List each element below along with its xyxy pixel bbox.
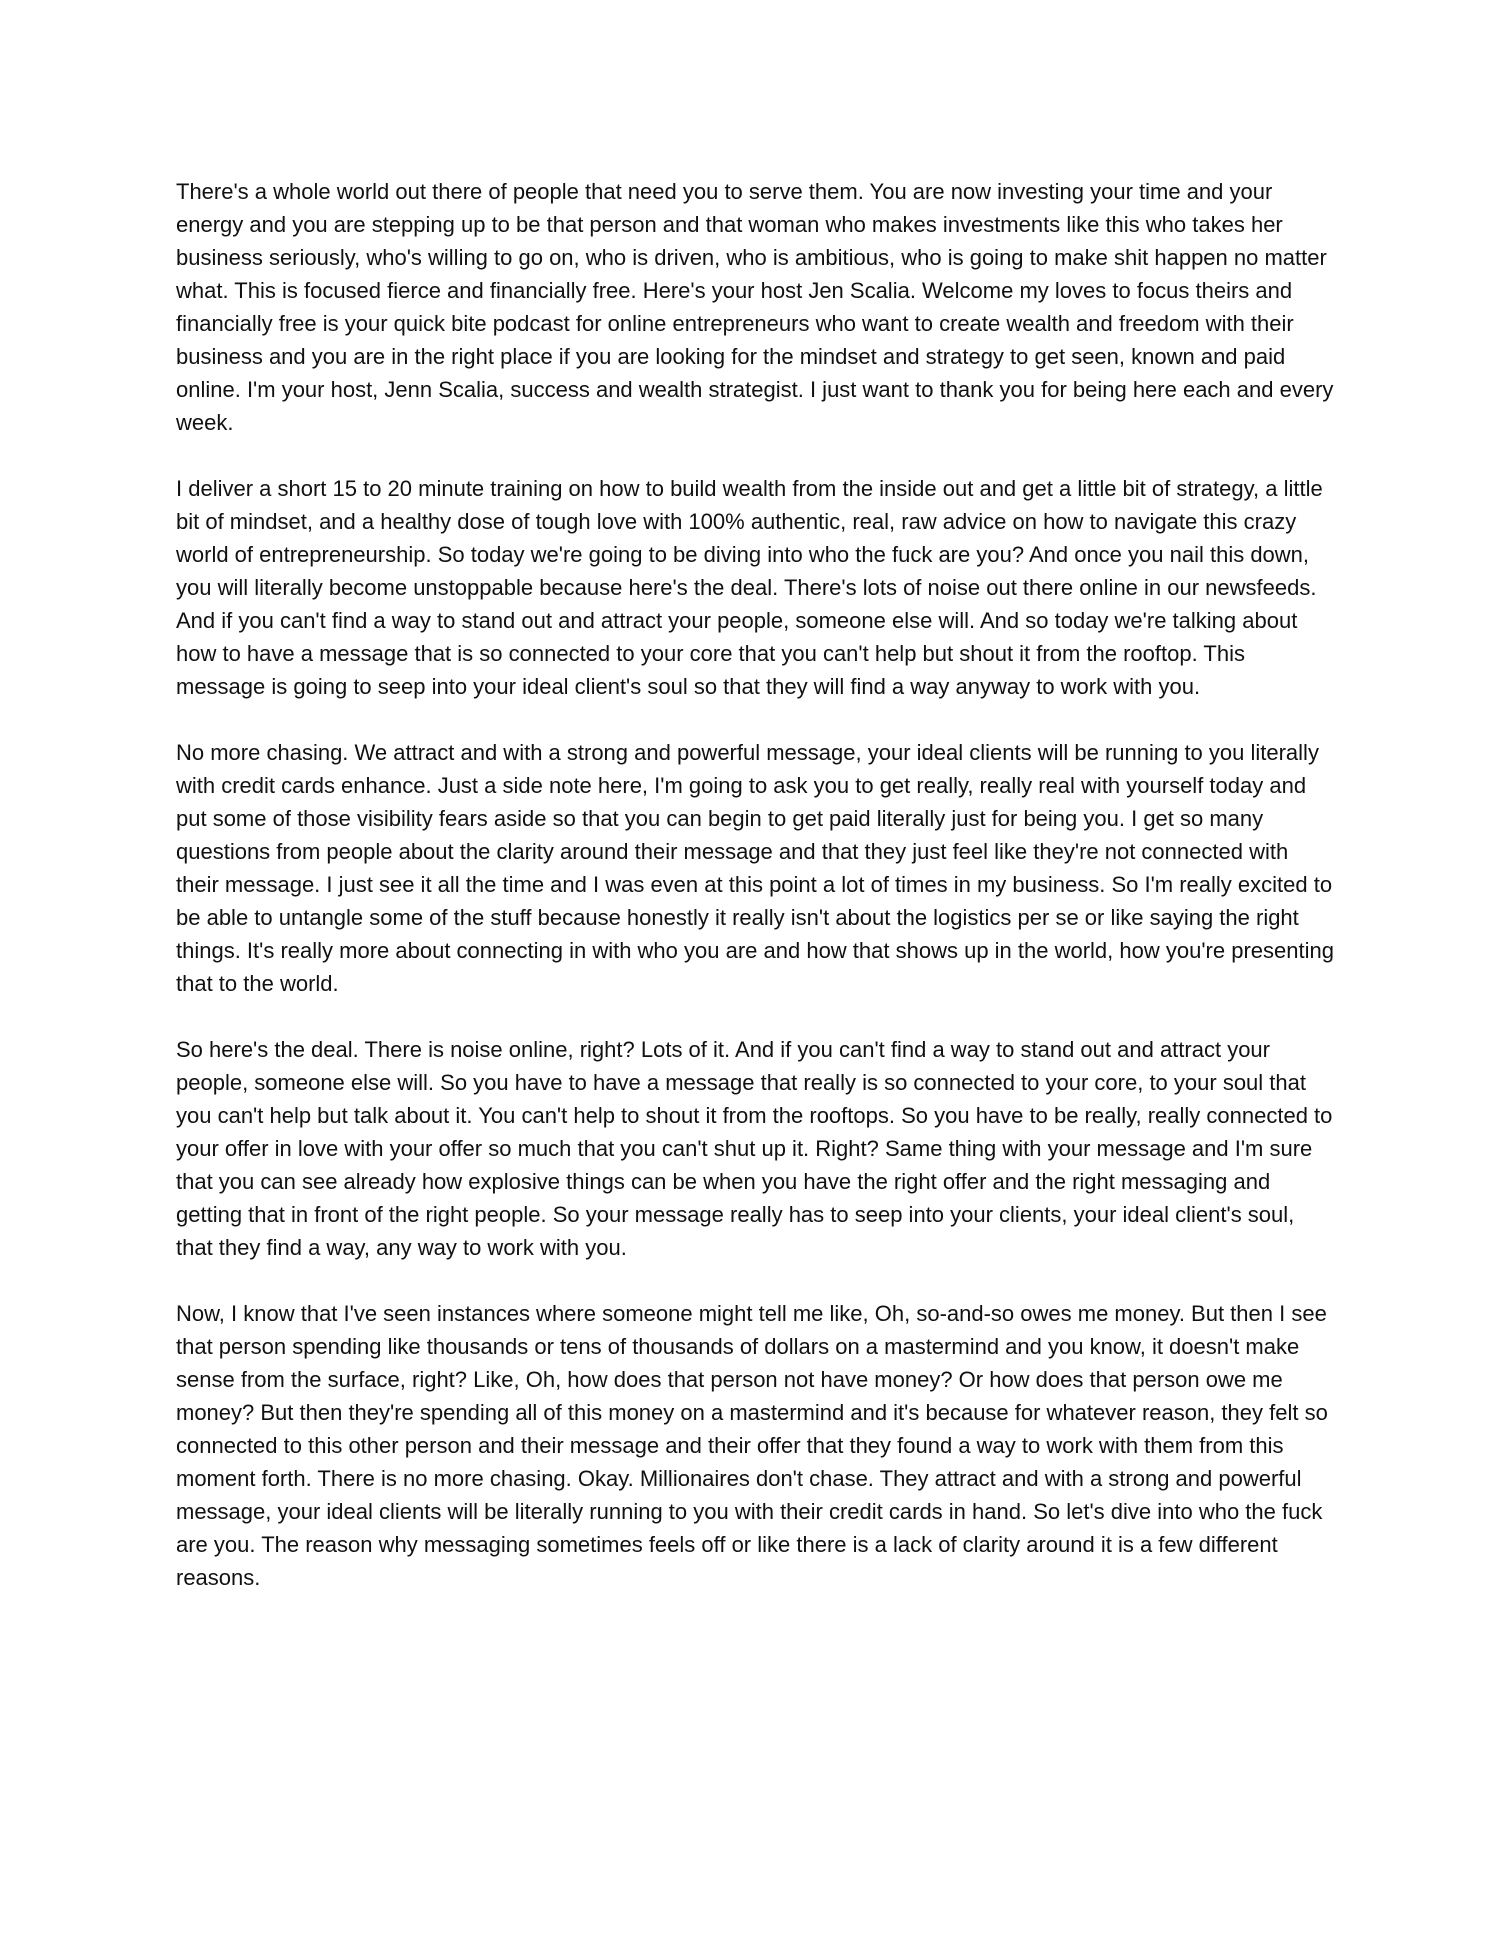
paragraph-1: There's a whole world out there of people that need you to serve them. You are now investing your time and your energy and you are stepping up to be that person and that woman who makes investments like this who takes her business seriously, who's willing to go on, who is driven, who is ambitious, who is going to make shit happen no matter what. This is focused fierce and financially free. Here's your host Jen Scalia. Welcome my loves to focus theirs and financially free is your quick bite podcast for online entrepreneurs who want to create wealth and freedom with their business and you are in the right place if you are looking for the mindset and strategy to get seen, known and paid online. I'm your host, Jenn Scalia, success and wealth strategist. I just want to thank you for being here each and every week. (176, 179, 1334, 435)
paragraph-3: No more chasing. We attract and with a strong and powerful message, your ideal clients will be running to you literally with credit cards enhance. Just a side note here, I'm going to ask you to get really, really real with yourself today and put some of those visibility fears aside so that you can begin to get paid literally just for being you. I get so many questions from people about the clarity around their message and that they just feel like they're not connected with their message. I just see it all the time and I was even at this point a lot of times in my business. So I'm really excited to be able to untangle some of the stuff because honestly it really isn't about the logistics per se or like saying the right things. It's really more about connecting in with who you are and how that shows up in the world, how you're presenting that to the world. (176, 740, 1334, 996)
paragraph-2: I deliver a short 15 to 20 minute training on how to build wealth from the inside out and get a little bit of strategy, a little bit of mindset, and a healthy dose of tough love with 100% authentic, real, raw advice on how to navigate this crazy world of entrepreneurship. So today we're going to be diving into who the fuck are you? And once you nail this down, you will literally become unstoppable because here's the deal. There's lots of noise out there online in our newsfeeds. And if you can't find a way to stand out and attract your people, someone else will. And so today we're talking about how to have a message that is so connected to your core that you can't help but shout it from the rooftop. This message is going to seep into your ideal client's soul so that they will find a way anyway to work with you. (176, 476, 1323, 699)
paragraph-4: So here's the deal. There is noise online, right? Lots of it. And if you can't find a way to stand out and attract your people, someone else will. So you have to have a message that really is so connected to your core, to your soul that you can't help but talk about it. You can't help to shout it from the rooftops. So you have to be really, really connected to your offer in love with your offer so much that you can't shut up it. Right? Same thing with your message and I'm sure that you can see already how explosive things can be when you have the right offer and the right messaging and getting that in front of the right people. So your message really has to seep into your clients, your ideal client's soul, that they find a way, any way to work with you. (176, 1037, 1333, 1260)
paragraph-5: Now, I know that I've seen instances where someone might tell me like, Oh, so-and-so owes me money. But then I see that person spending like thousands or tens of thousands of dollars on a mastermind and you know, it doesn't make sense from the surface, right? Like, Oh, how does that person not have money? Or how does that person owe me money? But then they're spending all of this money on a mastermind and it's because for whatever reason, they felt so connected to this other person and their message and their offer that they found a way to work with them from this moment forth. There is no more chasing. Okay. Millionaires don't chase. They attract and with a strong and powerful message, your ideal clients will be literally running to you with their credit cards in hand. So let's dive into who the fuck are you. The reason why messaging sometimes feels off or like there is a lack of clarity around it is a few different reasons. (176, 1301, 1328, 1590)
transcript-body (176, 175, 1336, 1627)
